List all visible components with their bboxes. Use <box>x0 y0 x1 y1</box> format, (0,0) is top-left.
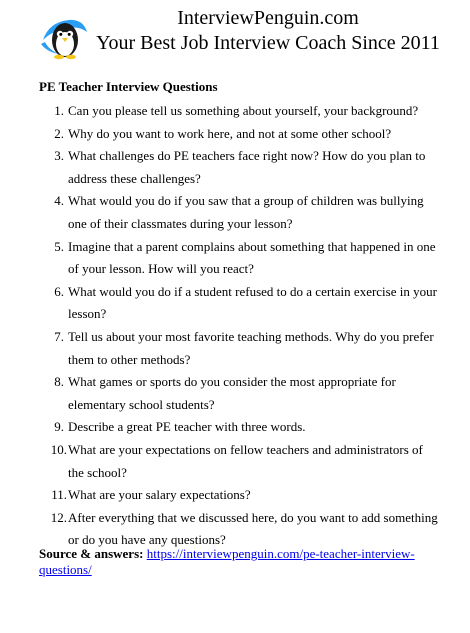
question-number: 10. <box>50 441 67 457</box>
question-text: What challenges do PE teachers face right now? How do you plan to address these challenges? <box>68 148 426 186</box>
question-number: 1. <box>54 103 64 118</box>
question-number: 5. <box>54 238 64 254</box>
question-number: 2. <box>54 125 64 141</box>
question-item <box>39 190 439 235</box>
question-number: 8. <box>54 374 64 390</box>
question-number: 11. <box>51 487 67 503</box>
question-text: Describe a great PE teacher with three words. <box>68 419 306 435</box>
question-item <box>39 416 439 439</box>
question-text: What games or sports do you consider the most appropriate for elementary school students? <box>68 374 396 412</box>
question-number: 12. <box>50 509 67 525</box>
question-item <box>39 281 439 326</box>
question-item <box>39 236 439 281</box>
question-item <box>39 123 439 146</box>
question-text: Why do you want to work here, and not at some other school? <box>68 125 392 141</box>
question-text: Imagine that a parent complains about something that happened in one of your lesson. How will you react? <box>68 238 436 277</box>
source-line <box>39 546 439 578</box>
site-tagline: Your Best Job Interview Coach Since 2011 <box>96 32 440 54</box>
source-label: Source & answers: <box>39 546 144 561</box>
question-text: What would you do if a student refused to do a certain exercise in your lesson? <box>68 283 437 322</box>
site-title: InterviewPenguin.com <box>177 7 359 29</box>
question-number: 9. <box>54 419 64 435</box>
question-text: What would you do if you saw that a group of children was bullying one of their classmates during your lesson? <box>68 193 424 231</box>
question-number: 7. <box>54 328 64 344</box>
question-number: 3. <box>54 148 64 164</box>
question-item <box>39 439 439 484</box>
document-heading: PE Teacher Interview Questions <box>39 79 218 94</box>
question-list <box>39 100 439 552</box>
question-text: Tell us about your most favorite teaching methods. Why do you prefer them to other methods? <box>68 328 434 367</box>
question-item <box>39 145 439 190</box>
question-text: What are your salary expectations? <box>68 487 251 503</box>
question-text: Can you please tell us something about yourself, your background? <box>68 103 419 118</box>
question-item <box>39 100 439 123</box>
question-number: 4. <box>54 193 64 209</box>
source-link[interactable]: https://interviewpenguin.com/pe-teacher-interview-questions/ <box>39 546 415 577</box>
question-text: After everything that we discussed here, do you want to add something or do you have any questions? <box>68 509 438 548</box>
question-text: What are your expectations on fellow teachers and administrators of the school? <box>68 441 423 480</box>
page-header <box>0 0 470 72</box>
question-item <box>39 484 439 507</box>
question-number: 6. <box>54 283 64 299</box>
question-item <box>39 371 439 416</box>
question-item <box>39 326 439 371</box>
